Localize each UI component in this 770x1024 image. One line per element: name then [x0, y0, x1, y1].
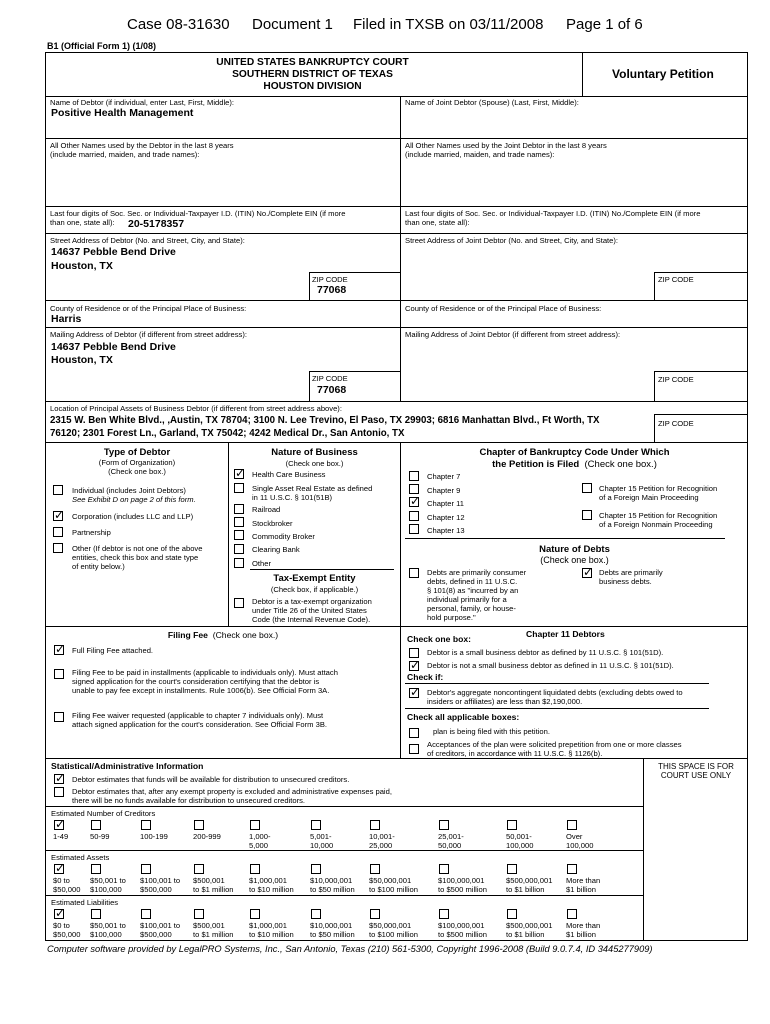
tax-exempt-subtitle: (Check box, if applicable.) [270, 585, 359, 594]
aggregate-debts-label: Debtor's aggregate noncontingent liquidated debts (excluding debts owed to insiders or affiliates) are less than $2,190,000. [427, 688, 683, 706]
street-line-2[interactable]: Houston, TX [51, 260, 113, 272]
mailing-zip-label: ZIP CODE [312, 374, 348, 383]
assets-option-label: $50,000,001 to $100 million [369, 876, 418, 894]
fee-waiver-label: Filing Fee waiver requested (applicable to chapter 7 individuals only). Must attach signed application for the court's consideration. See Official Form 3B. [72, 711, 327, 729]
zip-value[interactable]: 77068 [317, 284, 347, 296]
assets-checkbox-2[interactable] [91, 864, 101, 874]
assets-checkbox-8[interactable] [439, 864, 449, 874]
chapter-13-checkbox[interactable] [409, 524, 419, 534]
individual-checkbox[interactable] [53, 485, 63, 495]
mailing-label: Mailing Address of Debtor (if different from street address): [50, 330, 247, 339]
business-debts-label: Debts are primarily business debts. [599, 568, 663, 586]
joint-name-field[interactable] [405, 108, 745, 136]
assets-checkbox-7[interactable] [370, 864, 380, 874]
joint-other-names-label: All Other Names used by the Joint Debtor in the last 8 years (include married, maiden, and trade names): [405, 141, 607, 159]
clearing-bank-label: Clearing Bank [252, 545, 300, 554]
creditors-checkbox-5[interactable] [250, 820, 260, 830]
liabilities-checkbox-6[interactable] [311, 909, 321, 919]
liabilities-label: Estimated Liabilities [51, 898, 119, 907]
joint-ssn-label: Last four digits of Soc. Sec. or Individual-Taxpayer I.D. (ITIN) No./Complete EIN (if more than one, state all): [405, 209, 701, 227]
not-small-business-label: Debtor is not a small business debtor as defined in 11 U.S.C. § 101(51D). [427, 661, 674, 670]
street-label: Street Address of Debtor (No. and Street, City, and State): [50, 236, 245, 245]
partnership-label: Partnership [72, 528, 111, 537]
liabilities-checkbox-9[interactable] [507, 909, 517, 919]
corporation-checkbox[interactable] [53, 511, 63, 521]
liabilities-option-label: $50,001 to $100,000 [90, 921, 126, 939]
other-business-label: Other [252, 559, 271, 568]
chapter-title: Chapter of Bankruptcy Code Under Which the Petition is Filed (Check one box.) [479, 447, 670, 470]
liabilities-checkbox-4[interactable] [194, 909, 204, 919]
zip-label: ZIP CODE [312, 275, 348, 284]
individual-label: Individual (includes Joint Debtors) See Exhibit D on page 2 of this form. [72, 486, 196, 504]
document-number: Document 1 [252, 16, 333, 33]
joint-name-label: Name of Joint Debtor (Spouse) (Last, First, Middle): [405, 98, 579, 107]
chapter-13-label: Chapter 13 [427, 526, 465, 535]
ssn-label: Last four digits of Soc. Sec. or Individual-Taxpayer I.D. (ITIN) No./Complete EIN (if more than one, state all): [50, 209, 346, 227]
mailing-line-2[interactable]: Houston, TX [51, 354, 113, 366]
liabilities-checkbox-7[interactable] [370, 909, 380, 919]
consumer-debts-label: Debts are primarily consumer debts, defined in 11 U.S.C. § 101(8) as "incurred by an individual primarily for a personal, family, or house- hold purpose." [427, 568, 527, 622]
nature-of-debts-subtitle: (Check one box.) [540, 555, 609, 565]
plan-filed-label: plan is being filed with this petition. [433, 727, 550, 736]
joint-mailing-label: Mailing Address of Joint Debtor (if different from street address): [405, 330, 621, 339]
assets-option-label: $500,000,001 to $1 billion [506, 876, 553, 894]
liabilities-option-label: $500,001 to $1 million [193, 921, 234, 939]
joint-zip-label: ZIP CODE [658, 275, 694, 284]
tax-exempt-checkbox[interactable] [234, 598, 244, 608]
single-asset-checkbox[interactable] [234, 483, 244, 493]
chapter-15-nonmain-label: Chapter 15 Petition for Recognition of a Foreign Nonmain Proceeding [599, 511, 718, 529]
creditors-option-label: 100-199 [140, 832, 168, 841]
funds-available-label: Debtor estimates that funds will be available for distribution to unsecured creditors. [72, 775, 350, 784]
debtor-name-label: Name of Debtor (if individual, enter Last, First, Middle): [50, 98, 235, 107]
chapter-9-label: Chapter 9 [427, 486, 461, 495]
assets-checkbox-1[interactable] [54, 864, 64, 874]
check-one-label: Check one box: [407, 634, 471, 644]
creditors-label: Estimated Number of Creditors [51, 809, 156, 818]
nature-of-debts-title: Nature of Debts [539, 544, 610, 555]
commodity-broker-checkbox[interactable] [234, 530, 244, 540]
liabilities-checkbox-5[interactable] [250, 909, 260, 919]
case-header [0, 16, 770, 36]
liabilities-option-label: $100,000,001 to $500 million [438, 921, 487, 939]
installment-fee-label: Filing Fee to be paid in installments (applicable to individuals only). Must attach signed application for the court's consideration certifying that the debtor is unable to pay fee except in installments. Rule 1006(b). See Official Form 3A. [72, 668, 338, 695]
assets-option-label: $0 to $50,000 [53, 876, 81, 894]
no-funds-checkbox[interactable] [54, 787, 64, 797]
liabilities-checkbox-2[interactable] [91, 909, 101, 919]
creditors-checkbox-3[interactable] [141, 820, 151, 830]
creditors-option-label: 5,001- 10,000 [310, 832, 334, 850]
full-fee-label: Full Filing Fee attached. [72, 646, 154, 655]
software-footer: Computer software provided by LegalPRO Systems, Inc., San Antonio, Texas (210) 561-5300, Copyright 1996-2008 (Build 9.0.7.4, ID 3445277909) [47, 944, 653, 954]
liabilities-option-label: $1,000,001 to $10 million [249, 921, 294, 939]
plan-filed-checkbox[interactable] [409, 728, 419, 738]
assets-option-label: $500,001 to $1 million [193, 876, 234, 894]
statistical-title: Statistical/Administrative Information [51, 761, 204, 771]
creditors-checkbox-2[interactable] [91, 820, 101, 830]
liabilities-checkbox-1[interactable] [54, 909, 64, 919]
no-funds-label: Debtor estimates that, after any exempt property is excluded and administrative expenses paid, there will be no funds available for distribution to unsecured creditors. [72, 787, 392, 805]
tax-exempt-title: Tax-Exempt Entity [273, 573, 356, 584]
not-small-business-checkbox[interactable] [409, 661, 419, 671]
business-debts-checkbox[interactable] [582, 568, 592, 578]
mailing-zip-value[interactable]: 77068 [317, 384, 347, 396]
creditors-checkbox-10[interactable] [567, 820, 577, 830]
liabilities-checkbox-8[interactable] [439, 909, 449, 919]
creditors-option-label: 50-99 [90, 832, 110, 841]
creditors-option-label: Over 100,000 [566, 832, 594, 850]
health-care-label: Health Care Business [252, 470, 326, 479]
liabilities-checkbox-10[interactable] [567, 909, 577, 919]
consumer-debts-checkbox[interactable] [409, 568, 419, 578]
petition-title: Voluntary Petition [612, 67, 714, 81]
other-entity-label: Other (If debtor is not one of the above entities, check this box and state type of entity below.) [72, 544, 203, 571]
assets-label: Estimated Assets [51, 853, 110, 862]
assets-checkbox-6[interactable] [311, 864, 321, 874]
nature-of-business-subtitle: (Check one box.) [285, 459, 344, 468]
page-number: Page 1 of 6 [566, 16, 643, 33]
creditors-option-label: 25,001- 50,000 [438, 832, 464, 850]
tax-exempt-label: Debtor is a tax-exempt organization under Title 26 of the United States Code (the Internal Revenue Code). [252, 597, 372, 624]
small-business-checkbox[interactable] [409, 648, 419, 658]
debtor-name[interactable]: Positive Health Management [51, 107, 194, 119]
nature-of-business-title: Nature of Business [271, 447, 358, 458]
full-fee-checkbox[interactable] [54, 645, 64, 655]
creditors-checkbox-6[interactable] [311, 820, 321, 830]
liabilities-option-label: $500,000,001 to $1 billion [506, 921, 553, 939]
creditors-option-label: 1,000- 5,000 [249, 832, 271, 850]
type-of-debtor-title: Type of Debtor [103, 447, 171, 458]
creditors-option-label: 1-49 [53, 832, 69, 841]
health-care-checkbox[interactable] [234, 469, 244, 479]
aggregate-debts-checkbox[interactable] [409, 688, 419, 698]
partnership-checkbox[interactable] [53, 527, 63, 537]
location-label: Location of Principal Assets of Business Debtor (if different from street address above): [50, 404, 342, 413]
liabilities-option-label: $0 to $50,000 [53, 921, 81, 939]
liabilities-option-label: $100,001 to $500,000 [140, 921, 181, 939]
railroad-checkbox[interactable] [234, 504, 244, 514]
mailing-line-1[interactable]: 14637 Pebble Bend Drive [51, 341, 176, 353]
creditors-checkbox-8[interactable] [439, 820, 449, 830]
acceptances-label: Acceptances of the plan were solicited prepetition from one or more classes of creditors, in accordance with 11 U.S.C. § 1126(b). [427, 740, 682, 758]
type-of-debtor-subtitle: (Form of Organization) (Check one box.) [98, 458, 176, 476]
assets-option-label: $10,000,001 to $50 million [310, 876, 355, 894]
other-names-label: All Other Names used by the Debtor in the last 8 years (include married, maiden, and trade names): [50, 141, 234, 159]
chapter-15-nonmain-checkbox[interactable] [582, 510, 592, 520]
joint-mailing-zip-label: ZIP CODE [658, 375, 694, 384]
clearing-bank-checkbox[interactable] [234, 544, 244, 554]
joint-street-label: Street Address of Joint Debtor (No. and Street, City, and State): [405, 236, 619, 245]
creditors-checkbox-1[interactable] [54, 820, 64, 830]
street-line-1[interactable]: 14637 Pebble Bend Drive [51, 246, 176, 258]
assets-checkbox-10[interactable] [567, 864, 577, 874]
assets-checkbox-5[interactable] [250, 864, 260, 874]
acceptances-checkbox[interactable] [409, 744, 419, 754]
creditors-checkbox-4[interactable] [194, 820, 204, 830]
creditors-option-label: 200-999 [193, 832, 221, 841]
assets-option-label: More than $1 billion [566, 876, 601, 894]
stockbroker-checkbox[interactable] [234, 517, 244, 527]
county-value[interactable]: Harris [51, 313, 82, 325]
creditors-option-label: 10,001- 25,000 [369, 832, 395, 850]
ein-value[interactable]: 20-5178357 [128, 218, 185, 230]
railroad-label: Railroad [252, 505, 281, 514]
county-label: County of Residence or of the Principal Place of Business: [50, 304, 247, 313]
chapter-11-label: Chapter 11 [427, 499, 465, 508]
chapter-11-debtors-title: Chapter 11 Debtors [526, 629, 605, 639]
assets-option-label: $100,001 to $500,000 [140, 876, 181, 894]
assets-option-label: $1,000,001 to $10 million [249, 876, 294, 894]
filed-date: Filed in TXSB on 03/11/2008 [353, 16, 544, 33]
location-line-1[interactable]: 2315 W. Ben White Blvd., ,Austin, TX 78704; 3100 N. Lee Trevino, El Paso, TX 29903; 6816 Manhattan Blvd., Ft Worth, TX [50, 415, 600, 426]
creditors-checkbox-9[interactable] [507, 820, 517, 830]
chapter-12-label: Chapter 12 [427, 513, 465, 522]
case-number: Case 08-31630 [127, 16, 230, 33]
assets-option-label: $100,000,001 to $500 million [438, 876, 487, 894]
assets-checkbox-9[interactable] [507, 864, 517, 874]
check-if-label: Check if: [407, 672, 444, 682]
liabilities-option-label: $10,000,001 to $50 million [310, 921, 355, 939]
chapter-15-main-label: Chapter 15 Petition for Recognition of a Foreign Main Proceeding [599, 484, 718, 502]
check-all-label: Check all applicable boxes: [407, 712, 520, 722]
fee-waiver-checkbox[interactable] [54, 712, 64, 722]
corporation-label: Corporation (includes LLC and LLP) [72, 512, 194, 521]
installment-fee-checkbox[interactable] [54, 669, 64, 679]
court-use-only: THIS SPACE IS FOR COURT USE ONLY [658, 762, 734, 780]
liabilities-checkbox-3[interactable] [141, 909, 151, 919]
stockbroker-label: Stockbroker [252, 519, 293, 528]
chapter-15-main-checkbox[interactable] [582, 483, 592, 493]
liabilities-option-label: $50,000,001 to $100 million [369, 921, 418, 939]
location-zip-label: ZIP CODE [658, 419, 694, 428]
filing-fee-title: Filing Fee (Check one box.) [167, 630, 279, 640]
small-business-label: Debtor is a small business debtor as defined by 11 U.S.C. § 101(51D). [427, 648, 664, 657]
chapter-12-checkbox[interactable] [409, 511, 419, 521]
liabilities-option-label: More than $1 billion [566, 921, 601, 939]
other-business-checkbox[interactable] [234, 558, 244, 568]
other-entity-checkbox[interactable] [53, 543, 63, 553]
single-asset-label: Single Asset Real Estate as defined in 11 U.S.C. § 101(51B) [252, 484, 373, 502]
creditors-checkbox-7[interactable] [370, 820, 380, 830]
assets-checkbox-3[interactable] [141, 864, 151, 874]
chapter-7-label: Chapter 7 [427, 472, 461, 481]
location-line-2[interactable]: 76120; 2301 Forest Ln., Garland, TX 75042; 4242 Medical Dr., San Antonio, TX [50, 428, 405, 439]
court-name: UNITED STATES BANKRUPTCY COURT SOUTHERN DISTRICT OF TEXAS HOUSTON DIVISION [216, 57, 409, 92]
form-id: B1 (Official Form 1) (1/08) [47, 41, 157, 51]
funds-available-checkbox[interactable] [54, 774, 64, 784]
commodity-broker-label: Commodity Broker [252, 532, 315, 541]
joint-county-label: County of Residence or of the Principal Place of Business: [405, 304, 602, 313]
creditors-option-label: 50,001- 100,000 [506, 832, 534, 850]
assets-checkbox-4[interactable] [194, 864, 204, 874]
chapter-11-checkbox[interactable] [409, 497, 419, 507]
chapter-7-checkbox[interactable] [409, 471, 419, 481]
assets-option-label: $50,001 to $100,000 [90, 876, 126, 894]
chapter-9-checkbox[interactable] [409, 484, 419, 494]
